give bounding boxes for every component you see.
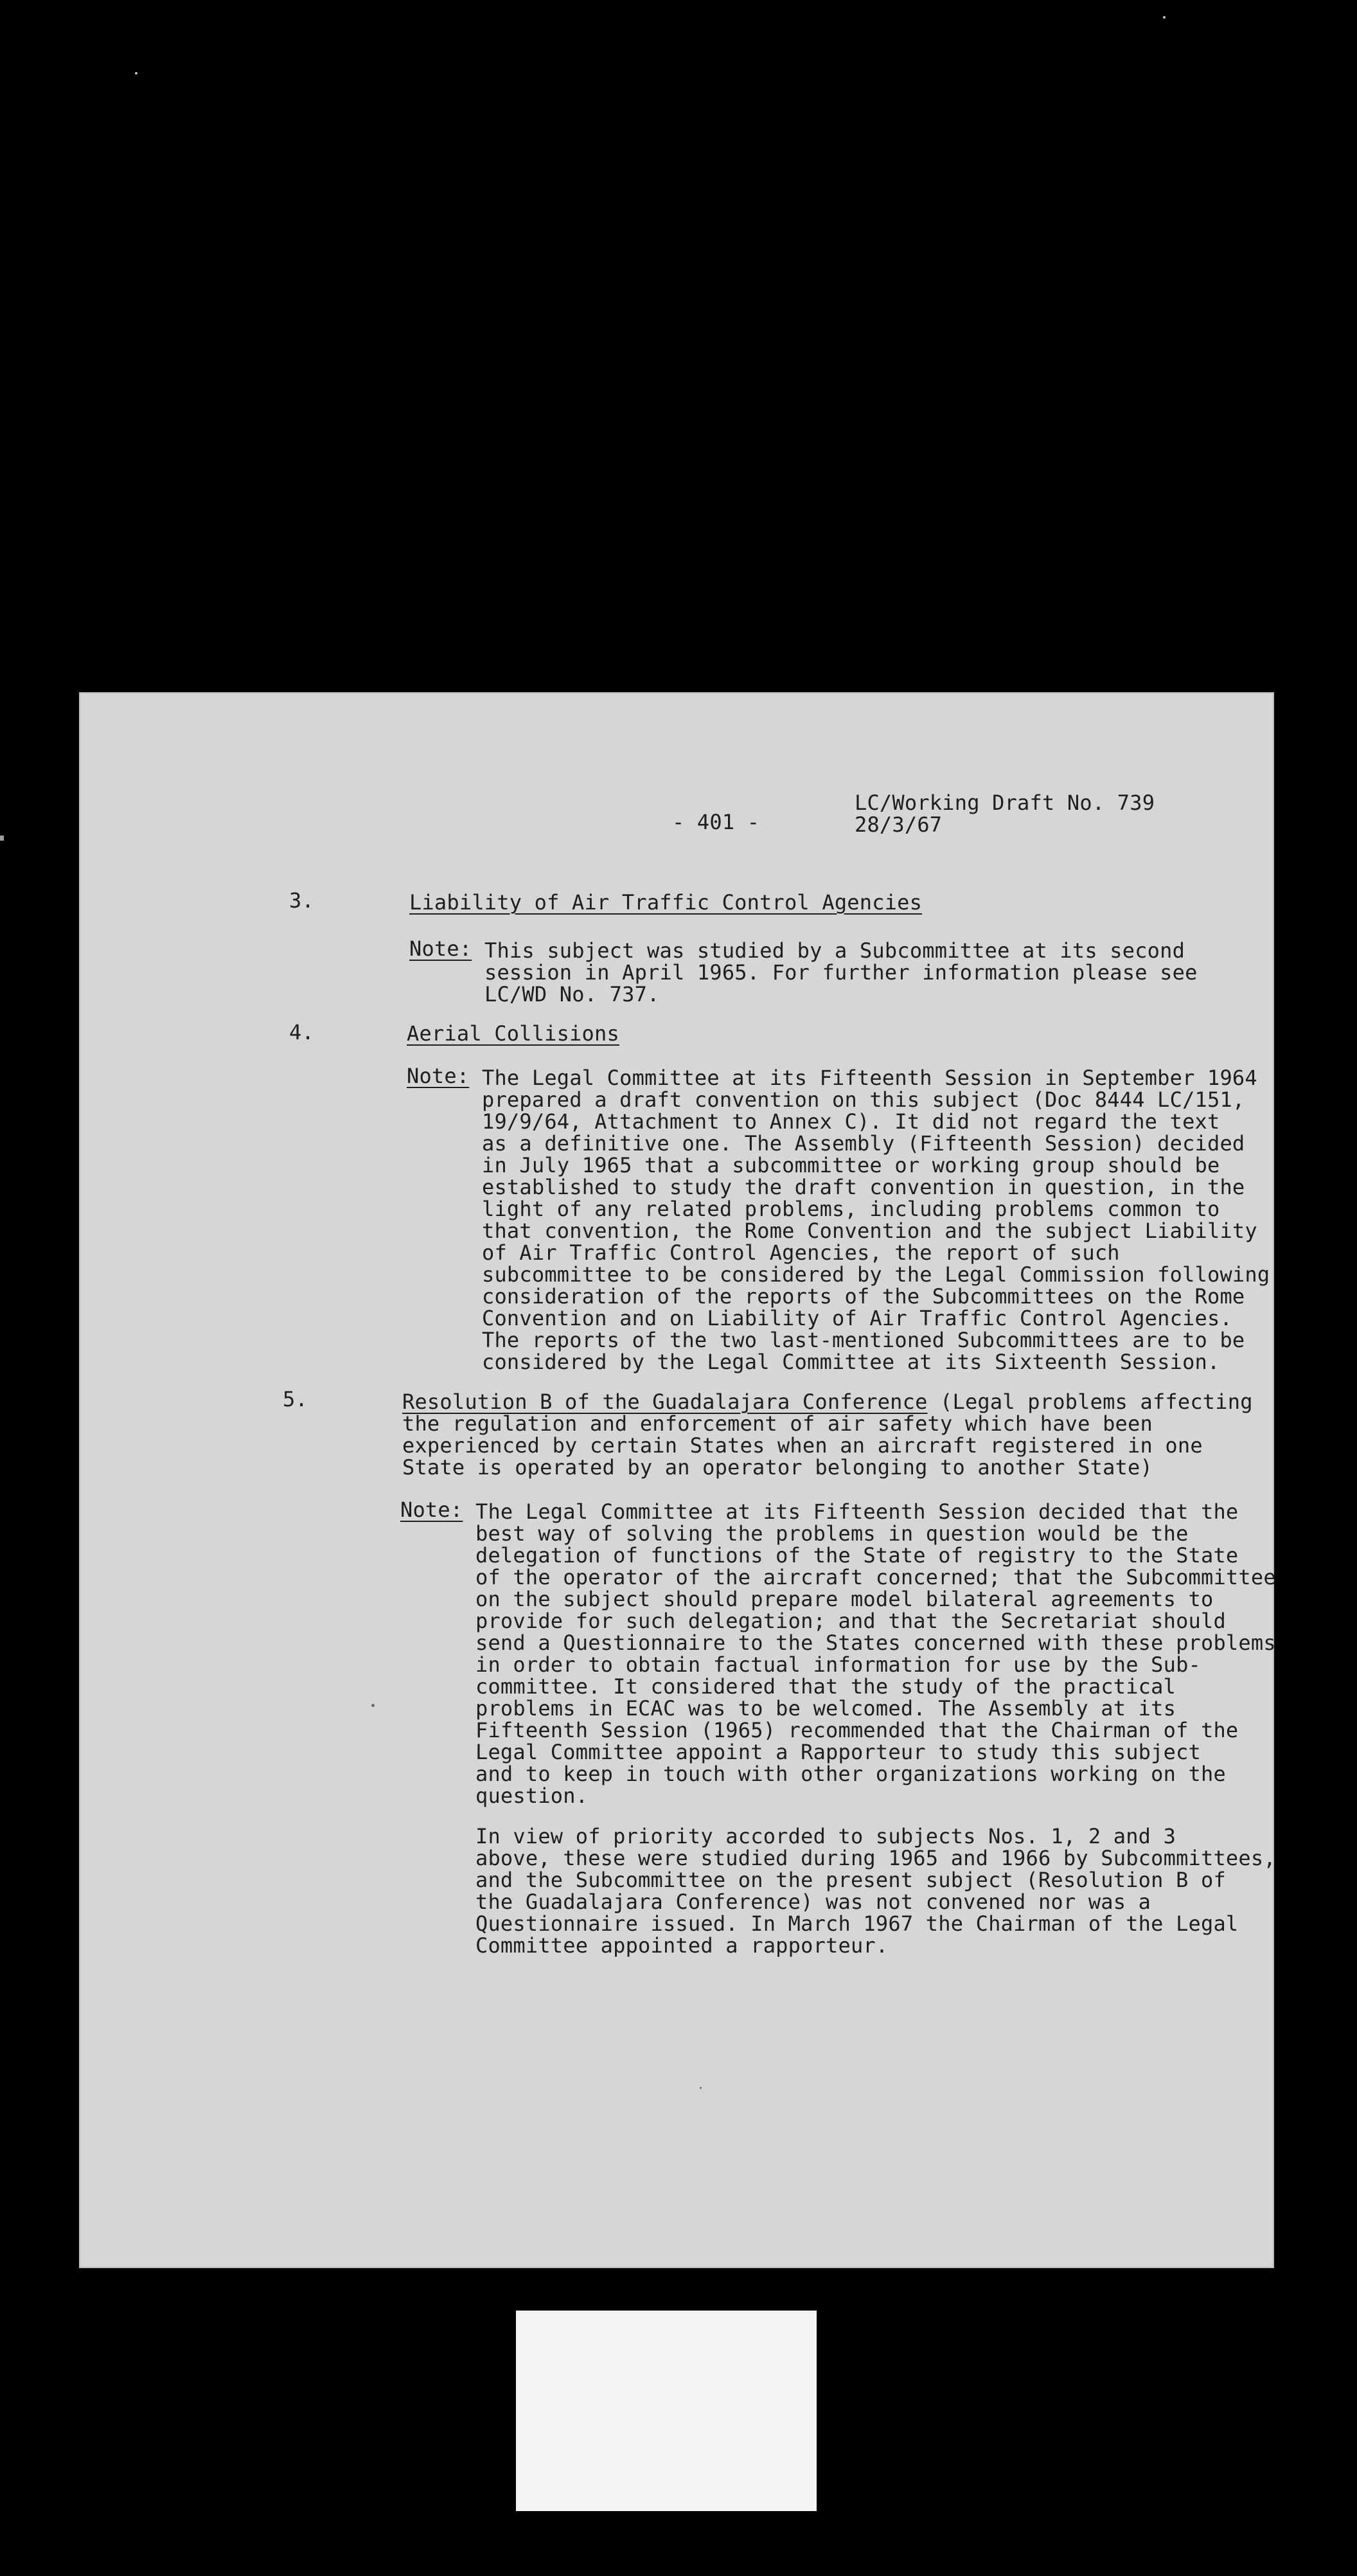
note-line: problems in ECAC was to be welcomed. The Assembly at its [475,1696,1176,1721]
note-line: The Legal Committee at its Fifteenth Session decided that the [475,1499,1239,1524]
note-line: considered by the Legal Committee at its Sixteenth Session. [482,1350,1220,1374]
doc-reference: LC/Working Draft No. 739 [855,791,1155,815]
paragraph-line: Questionnaire issued. In March 1967 the Chairman of the Legal [475,1911,1239,1936]
note-line: Convention and on Liability of Air Traffic Control Agencies. [482,1306,1232,1330]
ink-spot [371,1704,375,1707]
note-line: light of any related problems, including problems common to [482,1197,1220,1221]
note-line: of the operator of the aircraft concerned; that the Subcommittee [475,1565,1276,1589]
section-number: 5. [283,1387,308,1411]
note-line: LC/WD No. 737. [484,982,660,1006]
section-title-rest: (Legal problems affecting [927,1390,1253,1414]
scan-edge-mark [0,836,4,841]
section-title: Aerial Collisions [407,1021,619,1046]
note-line: as a definitive one. The Assembly (Fifteenth Session) decided [482,1131,1245,1156]
scan-dust [1163,16,1166,19]
note-line: in order to obtain factual information for use by the Sub- [475,1652,1202,1677]
note-line: The reports of the two last-mentioned Subcommittees are to be [482,1328,1245,1352]
paragraph-line: and the Subcommittee on the present subject (Resolution B of [475,1868,1226,1892]
note-line: established to study the draft convention in question, in the [482,1175,1245,1199]
note-line: Legal Committee appoint a Rapporteur to study this subject [475,1740,1202,1764]
ink-spot [700,2087,702,2089]
heading-line: experienced by certain States when an aircraft registered in one [402,1433,1203,1458]
section-note [484,940,1198,1005]
section-heading [402,1391,1253,1478]
note-line: question. [475,1784,589,1808]
heading-line [402,1391,1253,1413]
doc-date: 28/3/67 [855,812,943,837]
blank-label-card [516,2311,817,2511]
note-line: in July 1965 that a subcommittee or working group should be [482,1153,1220,1177]
section-number: 3. [289,888,314,913]
heading-line: State is operated by an operator belonging to another State) [402,1455,1153,1480]
note-line: delegation of functions of the State of registry to the State [475,1543,1239,1568]
scan-dust [135,72,137,75]
note-line: 19/9/64, Attachment to Annex C). It did not regard the text [482,1109,1220,1134]
note-line: subcommittee to be considered by the Legal Commission following [482,1262,1270,1287]
heading-line: the regulation and enforcement of air safety which have been [402,1411,1153,1436]
note-line: This subject was studied by a Subcommittee at its second [484,938,1185,963]
paragraph-line: In view of priority accorded to subjects Nos. 1, 2 and 3 [475,1824,1176,1848]
note-line: and to keep in touch with other organizations working on the [475,1762,1226,1786]
section-note [482,1067,1270,1373]
document-page [79,692,1274,2268]
note-line: on the subject should prepare model bilateral agreements to [475,1587,1214,1611]
paragraph-line: the Guadalajara Conference) was not convened nor was a [475,1890,1151,1914]
note-line: Fifteenth Session (1965) recommended that the Chairman of the [475,1718,1239,1742]
section-number: 4. [289,1020,314,1044]
note-line: of Air Traffic Control Agencies, the report of such [482,1240,1120,1265]
note-label: Note: [400,1498,463,1522]
note-line: send a Questionnaire to the States concerned with these problems [475,1631,1276,1655]
section-title: Resolution B of the Guadalajara Conference [402,1390,928,1414]
note-line: provide for such delegation; and that the Secretariat should [475,1609,1226,1633]
section-extra-paragraph [475,1825,1276,1956]
paragraph-line: above, these were studied during 1965 and 1966 by Subcommittees, [475,1846,1276,1870]
note-line: prepared a draft convention on this subject (Doc 8444 LC/151, [482,1087,1245,1112]
note-line: best way of solving the problems in question would be the [475,1521,1189,1546]
section-title: Liability of Air Traffic Control Agencies [409,890,923,915]
section-note [475,1501,1276,1807]
note-line: that convention, the Rome Convention and the subject Liability [482,1219,1257,1243]
note-line: session in April 1965. For further information please see [484,960,1198,985]
paragraph-line: Committee appointed a rapporteur. [475,1933,889,1958]
note-label: Note: [407,1064,470,1088]
page-number: - 401 - [672,810,760,834]
note-line: committee. It considered that the study of the practical [475,1674,1176,1699]
note-label: Note: [409,936,472,961]
note-line: The Legal Committee at its Fifteenth Session in September 1964 [482,1066,1257,1090]
note-line: consideration of the reports of the Subcommittees on the Rome [482,1284,1245,1309]
